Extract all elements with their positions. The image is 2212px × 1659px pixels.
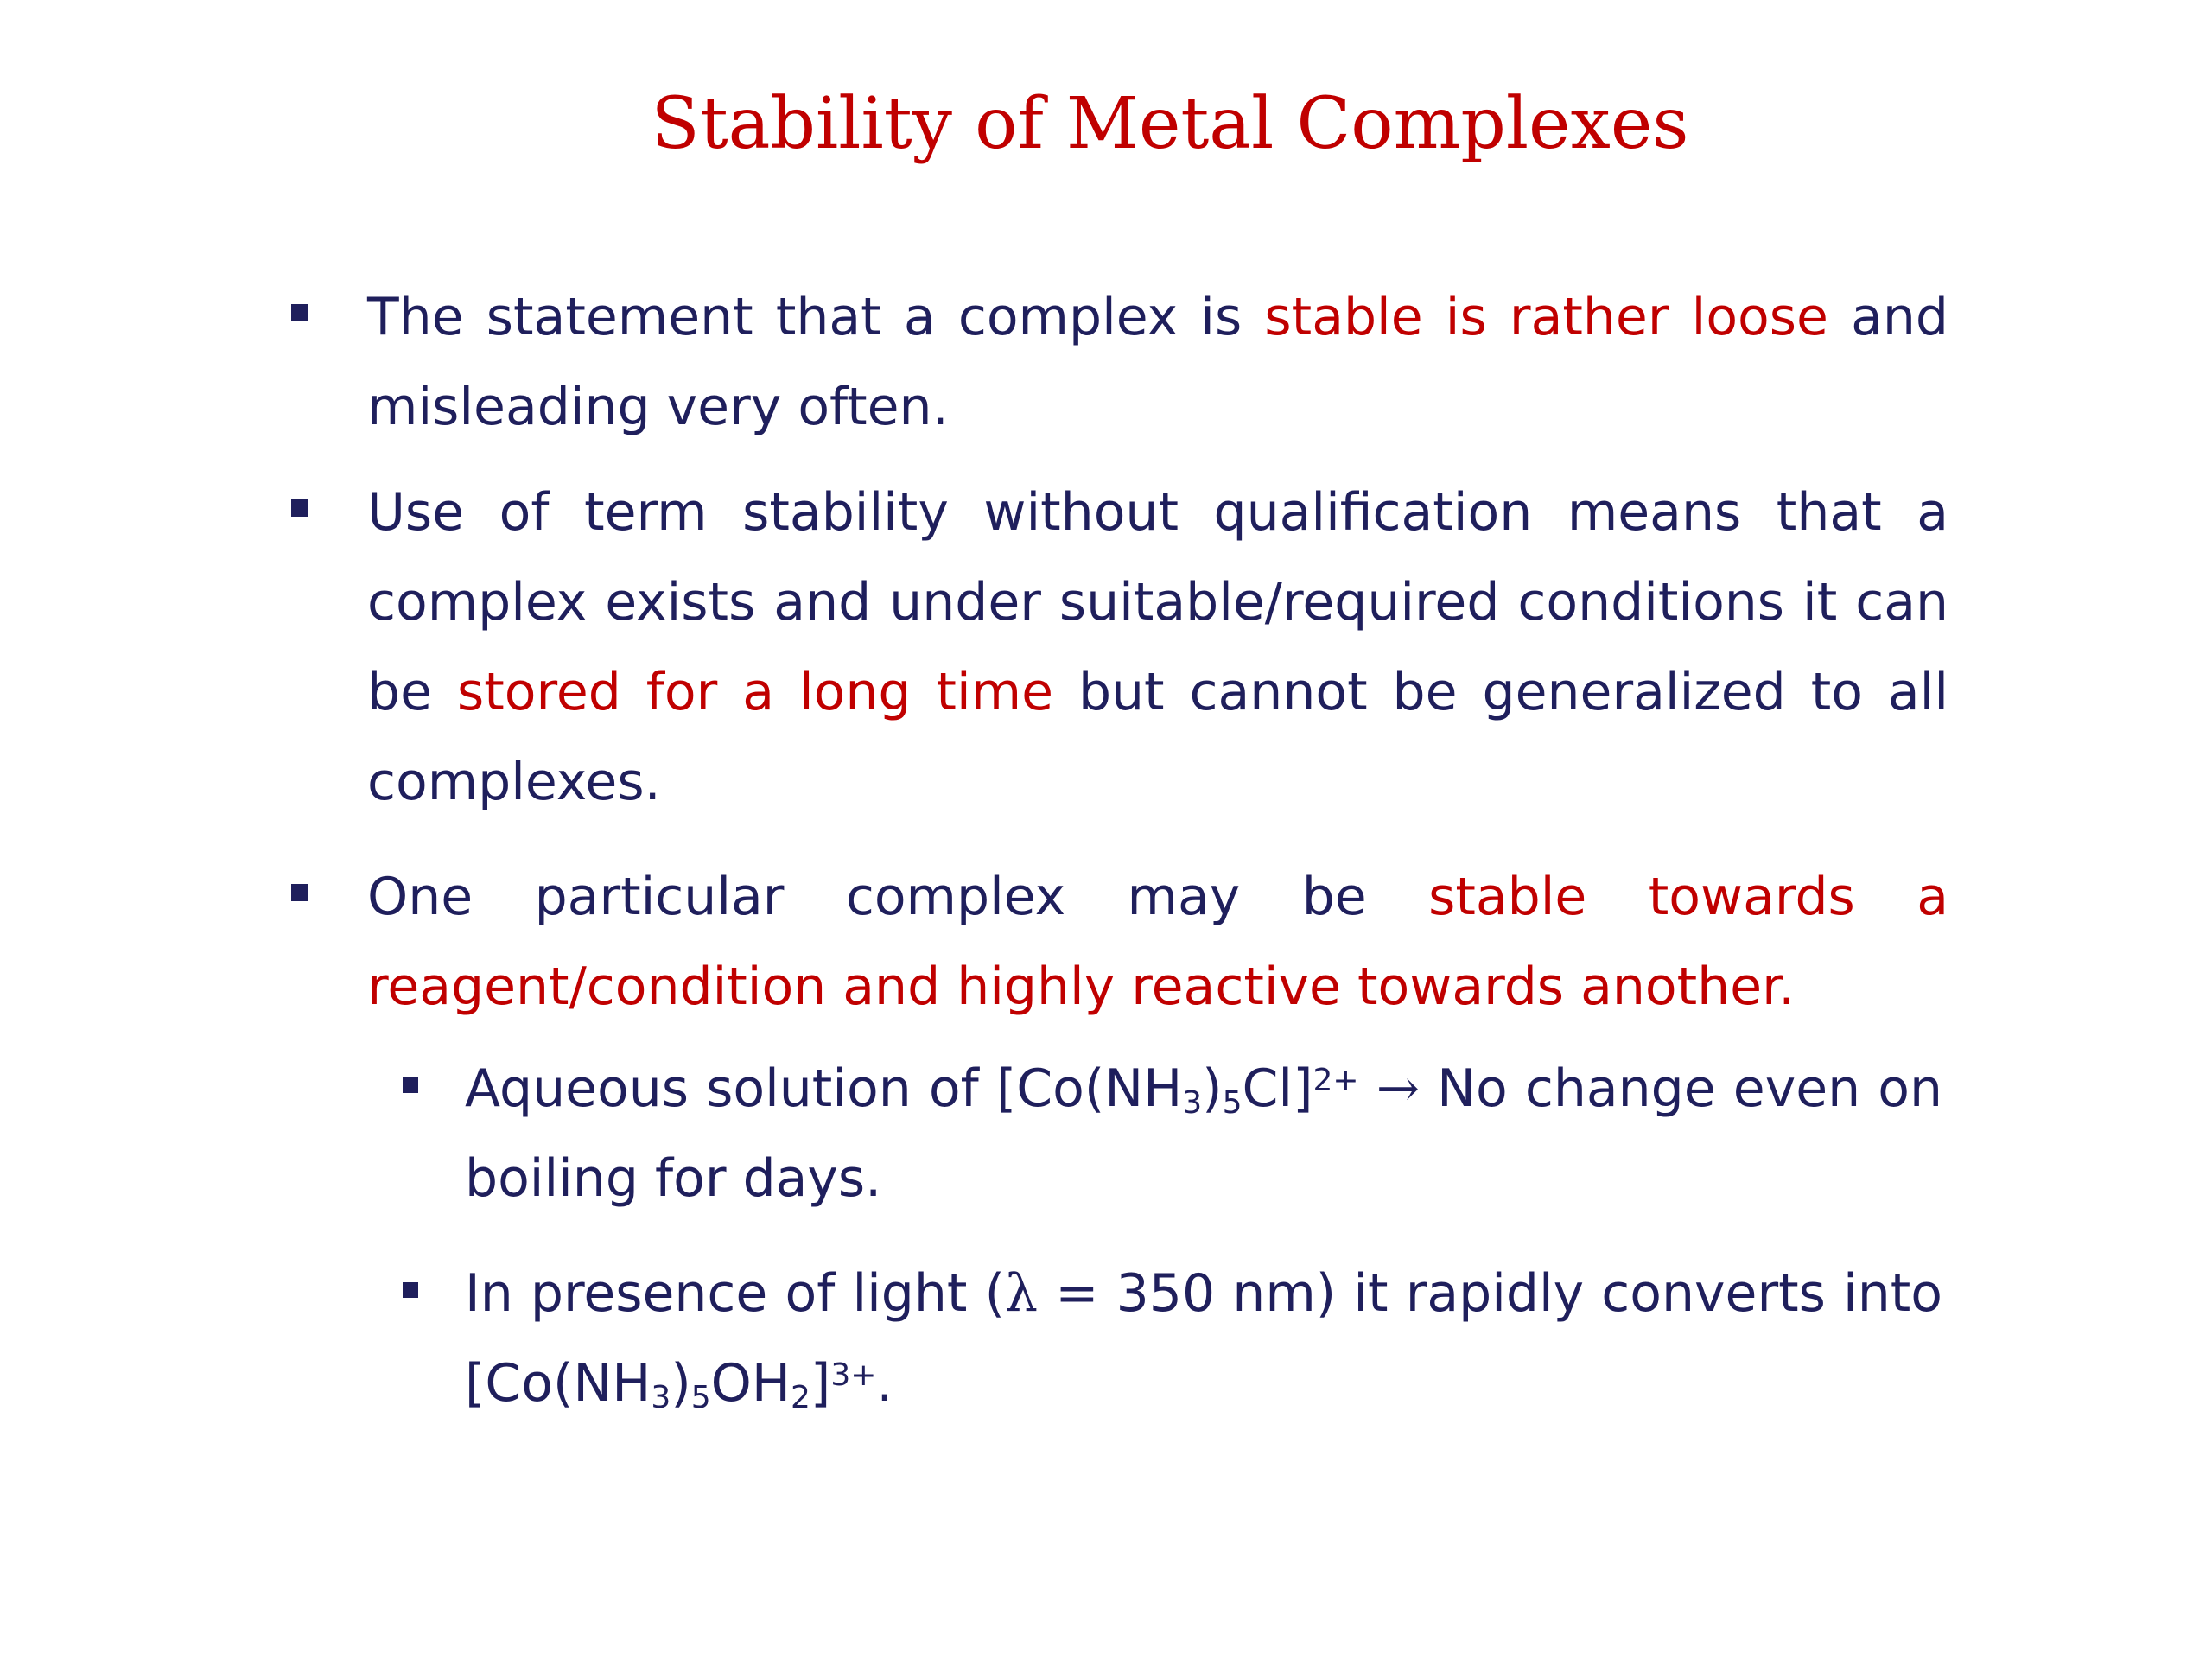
sub-bullet-2-text: . [876,1353,893,1414]
sub-bullet-marker [403,1282,418,1298]
bullet-3-text: One particular complex may be [367,867,1429,927]
subscript: 5 [1222,1084,1243,1121]
bullet-2-text: Use of term stability without qualification means that a complex exists and under suitable/required conditions it can be [367,482,1948,722]
subscript: 2 [791,1379,810,1415]
bullet-1-text-end: and misleading very often. [367,287,1948,437]
bullet-marker [291,304,308,321]
sub-bullet-1-text: No change even on boiling for days. [465,1058,1943,1209]
bullet-1-highlight: stable is rather loose [1264,287,1828,347]
slide-title: Stability of Metal Complexes [651,83,1689,165]
lambda-symbol: λ [1005,1263,1039,1324]
bullet-3-highlight: stable towards a reagent/condition and highly reactive towards another. [367,867,1948,1017]
sub-bullet-1-text: Aqueous solution of [Co(NH [465,1058,1183,1119]
bullet-2 [367,467,1948,827]
subscript: 5 [690,1379,711,1415]
subscript: 3 [651,1379,671,1415]
superscript: 2+ [1313,1063,1359,1098]
bullet-marker [291,884,308,901]
bullet-1-text: The statement that a complex is [367,287,1265,347]
bullet-2-text-end: but cannot be generalized to all complexes. [367,662,1948,812]
bullet-2-highlight: stored for a long time [456,662,1053,722]
sub-bullet-1-text: Cl] [1242,1058,1313,1119]
sub-bullet-1-text: ) [1202,1058,1223,1119]
bullet-1 [367,272,1948,452]
arrow-icon: → [1358,1058,1438,1119]
bullet-marker [291,499,308,517]
sub-bullet-2-text: OH [710,1353,791,1414]
sub-bullet-marker [403,1077,418,1093]
sub-bullet-2-text: In presence of light ( [465,1263,1006,1324]
subscript: 3 [1182,1084,1203,1121]
sub-bullet-2-text: = 350 nm) it rapidly converts into [Co(NH [465,1263,1942,1414]
sub-bullet-2-text: ] [810,1353,831,1414]
sub-bullet-1 [465,1044,1942,1224]
sub-bullet-2-text: ) [671,1353,691,1414]
bullet-3 [367,852,1948,1032]
superscript: 3+ [830,1357,877,1393]
sub-bullet-2 [465,1249,1942,1428]
